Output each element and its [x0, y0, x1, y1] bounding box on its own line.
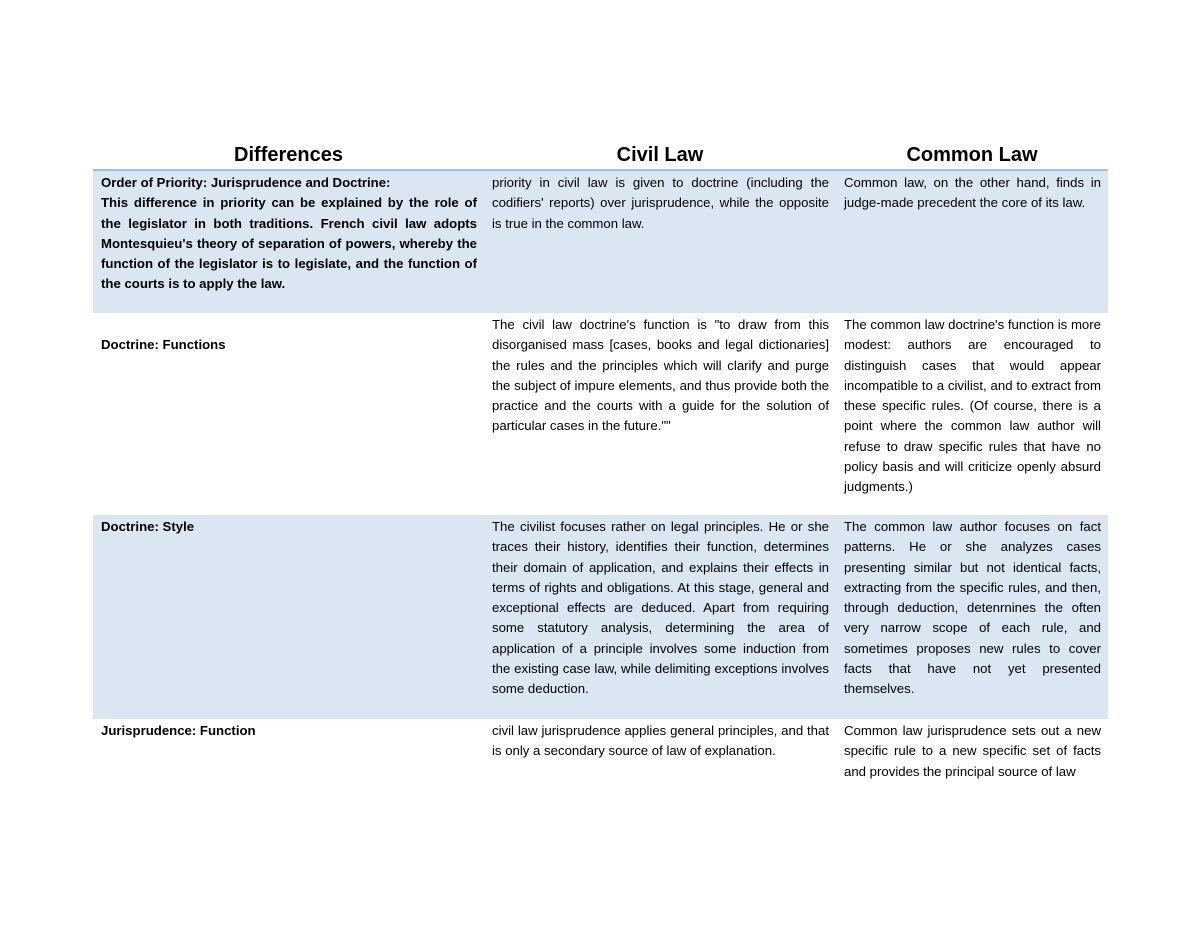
row-label-title: Doctrine: Functions	[101, 337, 226, 353]
header-differences: Differences	[93, 141, 484, 170]
civil-law-cell: civil law jurisprudence applies general principles, and that is only a secondary source of law of explanation.	[492, 723, 829, 759]
common-law-cell: The common law author focuses on fact patterns. He or she analyzes cases presenting similar but not identical facts, extracting from the specific rules, and then, through deduction, detenrnines the often very narrow scope of each rule, and sometimes proposes new rules to cover facts that have not yet presented themselves.	[836, 515, 1108, 719]
row-label-cell	[93, 313, 484, 515]
row-label-title: Doctrine: Style	[101, 519, 195, 534]
common-law-cell: Common law, on the other hand, finds in judge-made precedent the core of its law.	[836, 170, 1108, 313]
header-civil-law: Civil Law	[484, 141, 836, 170]
table-row	[93, 313, 1108, 515]
row-label-cell	[93, 515, 484, 719]
table-header-row	[93, 141, 1108, 170]
table-row	[93, 719, 1108, 803]
row-label-title: Jurisprudence: Function	[101, 723, 256, 738]
header-common-law: Common Law	[836, 141, 1108, 170]
table-row	[93, 515, 1108, 719]
row-label-cell	[93, 719, 484, 803]
common-law-cell: The common law doctrine's function is more modest: authors are encouraged to distinguish cases that would appear incompatible to a civilist, and to extract from these specific rules. (Of course, there is a point where the common law author will refuse to draw specific rules that have no policy basis and will criticize openly absurd judgments.)	[844, 317, 1101, 495]
row-label-cell	[93, 170, 484, 313]
row-label-title: Order of Priority: Jurisprudence and Doctrine:	[101, 175, 391, 190]
common-law-cell: Common law jurisprudence sets out a new specific rule to a new specific set of facts and provides the principal source of law	[844, 723, 1101, 779]
row-label-detail: This difference in priority can be explained by the role of the legislator in both traditions. French civil law adopts Montesquieu's theory of separation of powers, whereby the function of the legislator is to legislate, and the function of the courts is to apply the law.	[101, 195, 477, 292]
civil-law-cell: The civilist focuses rather on legal principles. He or she traces their history, identifies their function, determines their domain of application, and explains their effects in terms of rights and obligations. At this stage, general and exceptional effects are deduced. Apart from requiring some statutory analysis, determining the area of application of a principle involves some induction from the existing case law, while delimiting exceptions involves some deduction.	[484, 515, 836, 719]
table-row	[93, 170, 1108, 313]
civil-law-cell: priority in civil law is given to doctrine (including the codifiers' reports) over jurisprudence, while the opposite is true in the common law.	[484, 170, 836, 313]
comparison-table	[93, 141, 1108, 803]
civil-law-cell: The civil law doctrine's function is "to draw from this disorganised mass [cases, books and legal dictionaries] the rules and the principles which will clarify and purge the subject of impure elements, and thus provide both the practice and the courts with a guide for the solution of particular cases in the future.""	[492, 317, 829, 434]
